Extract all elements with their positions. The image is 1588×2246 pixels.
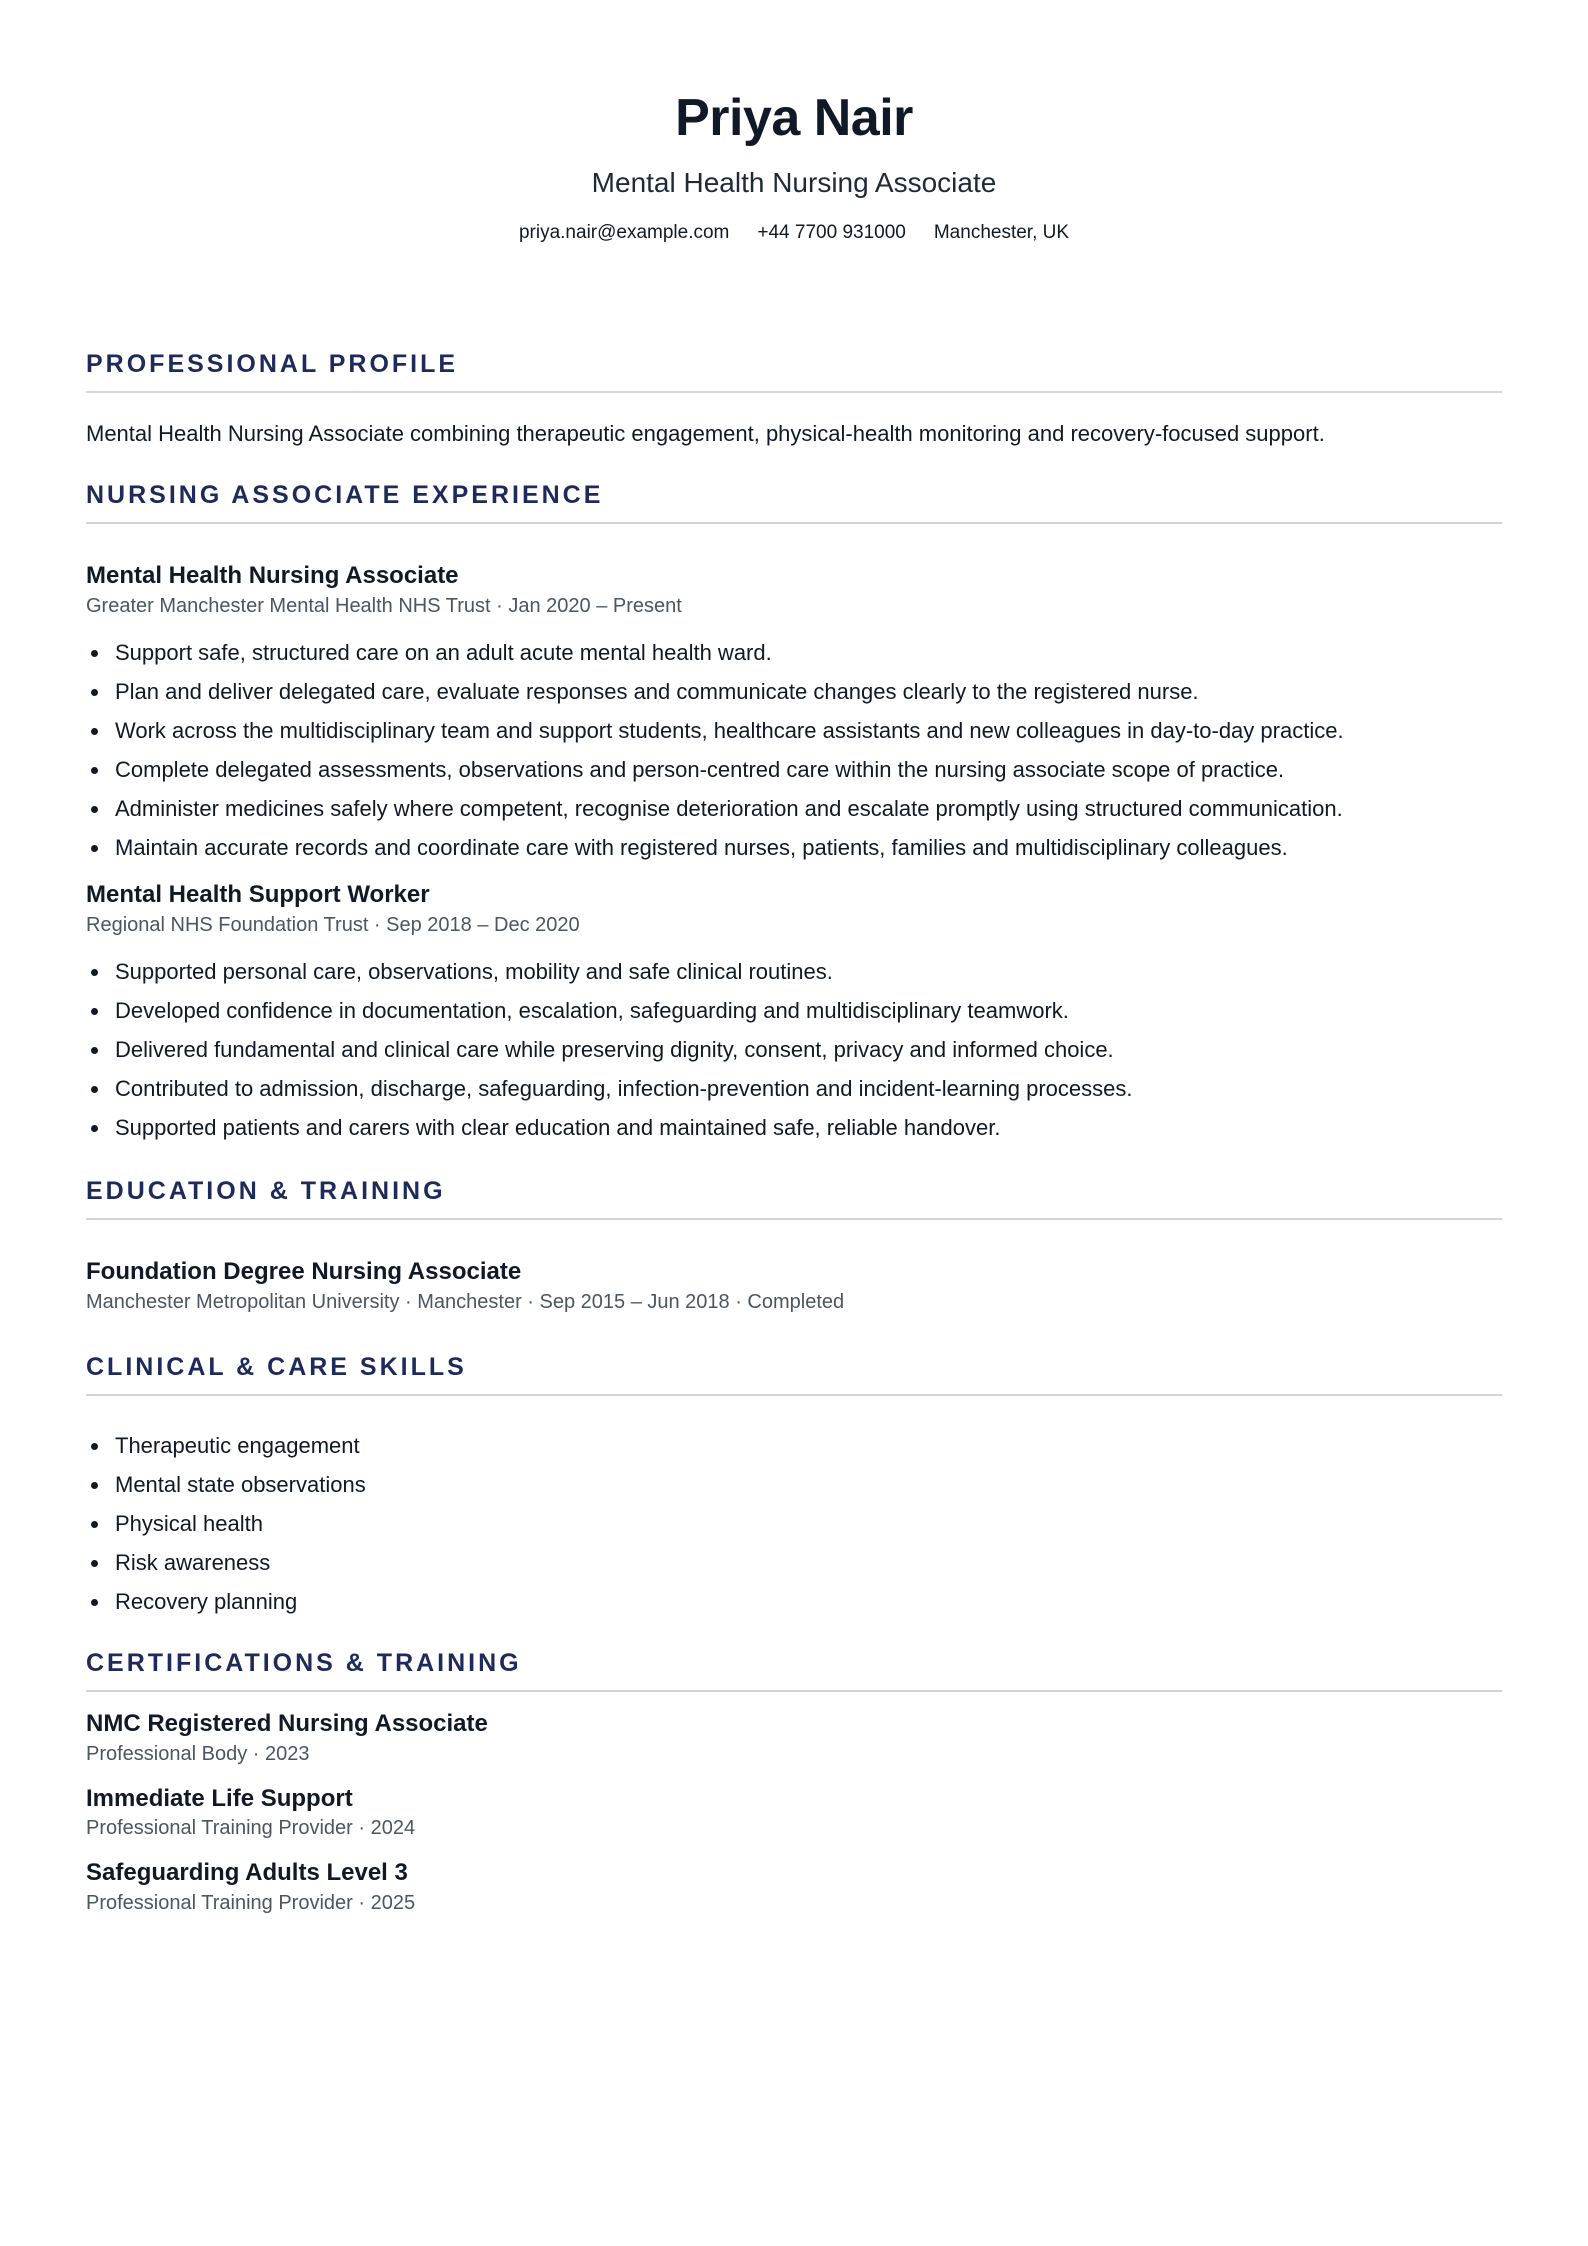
degree-title: Foundation Degree Nursing Associate <box>86 1257 522 1285</box>
cert-title: Safeguarding Adults Level 3 <box>86 1859 408 1887</box>
section-profile <box>86 349 1502 450</box>
contact-location: Manchester, UK <box>933 221 1070 243</box>
job-title: Mental Health Support Worker <box>86 881 430 909</box>
skill-item: Risk awareness <box>115 1543 1502 1582</box>
degree-meta: Manchester Metropolitan University · Manchester · Sep 2015 – Jun 2018 · Completed <box>86 1290 845 1313</box>
bullet-item: Administer medicines safely where competent, recognise deterioration and escalate promptly using structured communication. <box>115 789 1502 828</box>
section-heading: CERTIFICATIONS & TRAINING <box>86 1648 522 1677</box>
skill-item: Recovery planning <box>115 1582 1502 1621</box>
resume-header <box>86 0 1502 244</box>
contact-line <box>86 222 1502 244</box>
cert-entry <box>86 1785 1502 1842</box>
job-entry <box>86 562 1502 867</box>
contact-email[interactable]: priya.nair@example.com <box>518 221 730 243</box>
candidate-name: Priya Nair <box>675 89 913 147</box>
section-divider <box>86 391 1502 393</box>
bullet-item: Contributed to admission, discharge, safeguarding, infection-prevention and incident-learning processes. <box>115 1069 1502 1108</box>
profile-summary: Mental Health Nursing Associate combining therapeutic engagement, physical-health monitoring and recovery-focused support. <box>86 420 1325 446</box>
section-divider <box>86 1394 1502 1396</box>
cert-entry <box>86 1859 1502 1916</box>
cert-title: Immediate Life Support <box>86 1784 353 1812</box>
section-divider <box>86 1218 1502 1220</box>
bullet-item: Work across the multidisciplinary team and support students, healthcare assistants and new colleagues in day-to-day practice. <box>115 711 1502 750</box>
cert-meta: Professional Training Provider · 2025 <box>86 1892 416 1915</box>
section-skills <box>86 1352 1502 1621</box>
bullet-item: Complete delegated assessments, observations and person-centred care within the nursing associate scope of practice. <box>115 750 1502 789</box>
bullet-item: Supported personal care, observations, mobility and safe clinical routines. <box>115 952 1502 991</box>
skill-item: Physical health <box>115 1504 1502 1543</box>
section-certifications <box>86 1648 1502 1916</box>
skill-item: Therapeutic engagement <box>115 1426 1502 1465</box>
section-divider <box>86 1690 1502 1692</box>
bullet-item: Supported patients and carers with clear education and maintained safe, reliable handover. <box>115 1108 1502 1147</box>
skills-list <box>86 1426 1502 1621</box>
section-heading: CLINICAL & CARE SKILLS <box>86 1352 467 1381</box>
section-heading: PROFESSIONAL PROFILE <box>86 349 459 378</box>
contact-phone[interactable]: +44 7700 931000 <box>757 221 906 243</box>
job-meta: Regional NHS Foundation Trust · Sep 2018 – Dec 2020 <box>86 913 580 936</box>
cert-meta: Professional Training Provider · 2024 <box>86 1817 416 1840</box>
job-bullets <box>86 633 1502 867</box>
bullet-item: Support safe, structured care on an adult acute mental health ward. <box>115 633 1502 672</box>
section-heading: EDUCATION & TRAINING <box>86 1176 446 1205</box>
bullet-item: Developed confidence in documentation, escalation, safeguarding and multidisciplinary teamwork. <box>115 991 1502 1030</box>
job-meta: Greater Manchester Mental Health NHS Trust · Jan 2020 – Present <box>86 595 682 618</box>
section-education <box>86 1176 1502 1315</box>
bullet-item: Maintain accurate records and coordinate care with registered nurses, patients, families and multidisciplinary colleagues. <box>115 828 1502 867</box>
section-divider <box>86 522 1502 524</box>
cert-title: NMC Registered Nursing Associate <box>86 1709 488 1737</box>
education-entry <box>86 1258 1502 1315</box>
cert-meta: Professional Body · 2023 <box>86 1742 310 1765</box>
job-entry <box>86 881 1502 1147</box>
cert-entry <box>86 1710 1502 1767</box>
skill-item: Mental state observations <box>115 1465 1502 1504</box>
job-bullets <box>86 952 1502 1147</box>
bullet-item: Plan and deliver delegated care, evaluate responses and communicate changes clearly to the registered nurse. <box>115 672 1502 711</box>
candidate-title: Mental Health Nursing Associate <box>591 167 997 198</box>
section-experience <box>86 483 1502 1147</box>
bullet-item: Delivered fundamental and clinical care while preserving dignity, consent, privacy and informed choice. <box>115 1030 1502 1069</box>
section-heading: NURSING ASSOCIATE EXPERIENCE <box>86 481 604 510</box>
job-title: Mental Health Nursing Associate <box>86 562 459 590</box>
